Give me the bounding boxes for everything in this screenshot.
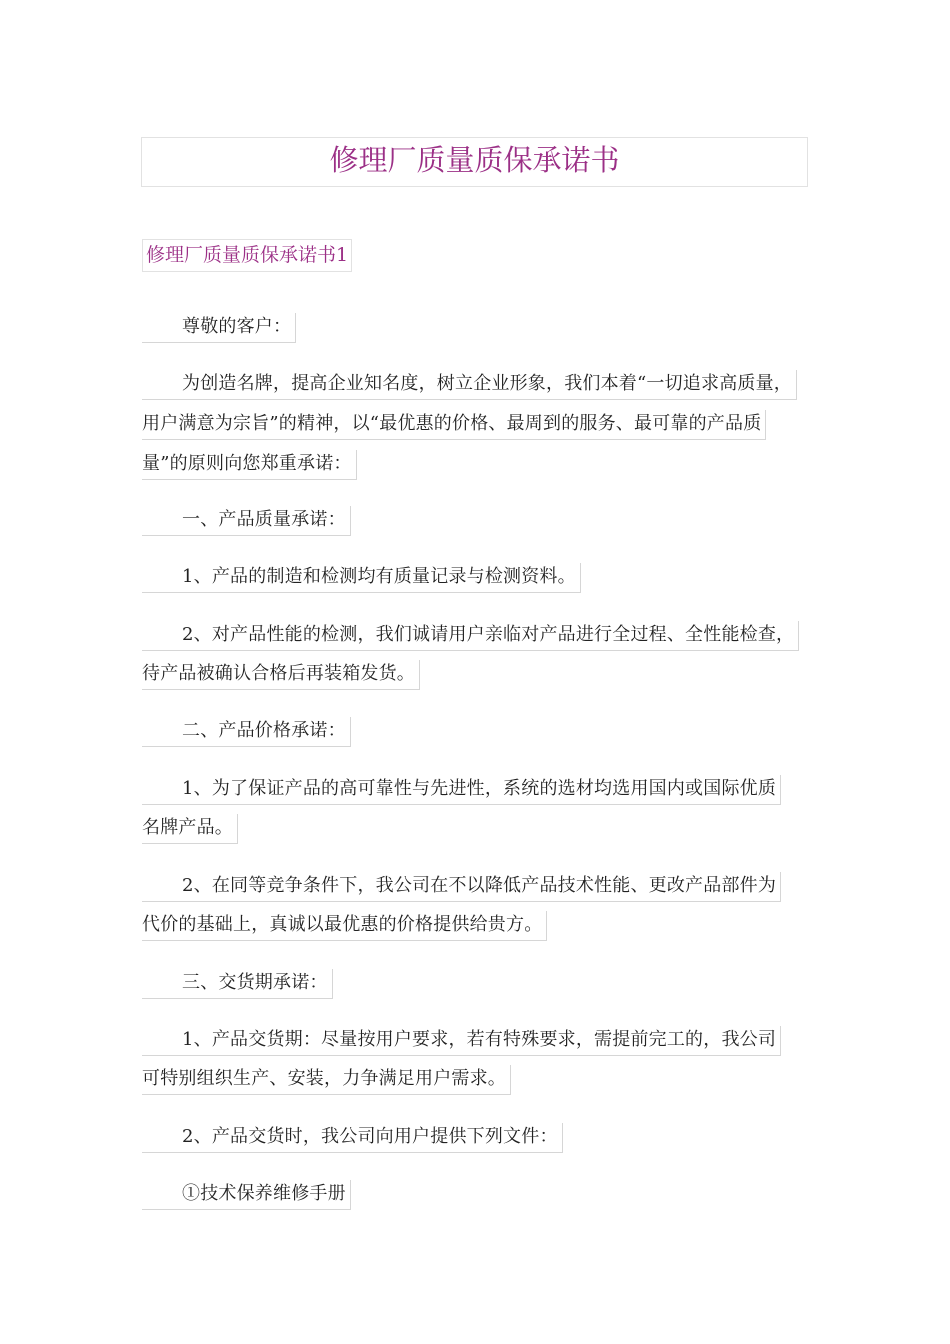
section-title-delivery: 三、交货期承诺： [142,969,333,999]
paragraph-line: 2、在同等竞争条件下，我公司在不以降低产品技术性能、更改产品部件为 [142,872,781,902]
paragraph-line: 1、产品的制造和检测均有质量记录与检测资料。 [142,563,581,593]
paragraph-line: 待产品被确认合格后再装箱发货。 [142,660,420,690]
document-title: 修理厂质量质保承诺书 [329,143,620,177]
paragraph-line: 2、产品交货时，我公司向用户提供下列文件： [142,1123,563,1153]
paragraph-line: 1、为了保证产品的高可靠性与先进性，系统的选材均选用国内或国际优质 [142,775,781,805]
list-item: ①技术保养维修手册 [142,1180,351,1210]
paragraph-line: 可特别组织生产、安装，力争满足用户需求。 [142,1065,511,1095]
paragraph-line: 代价的基础上，真诚以最优惠的价格提供给贵方。 [142,911,547,941]
document-title-box [141,137,808,187]
paragraph-line: 1、产品交货期：尽量按用户要求，若有特殊要求，需提前完工的，我公司 [142,1026,781,1056]
paragraph-line: 用户满意为宗旨”的精神，以“最优惠的价格、最周到的服务、最可靠的产品质 [142,410,766,440]
paragraph-line: 2、对产品性能的检测，我们诚请用户亲临对产品进行全过程、全性能检查， [142,621,799,651]
paragraph-line: 量”的原则向您郑重承诺： [142,450,357,480]
paragraph-line: 为创造名牌，提高企业知名度，树立企业形象，我们本着“一切追求高质量， [142,370,797,400]
paragraph-line: 名牌产品。 [142,814,238,844]
section-title-quality: 一、产品质量承诺： [142,506,351,536]
section-title-price: 二、产品价格承诺： [142,717,351,747]
section-heading: 修理厂质量质保承诺书1 [142,239,352,272]
salutation: 尊敬的客户： [142,313,296,343]
